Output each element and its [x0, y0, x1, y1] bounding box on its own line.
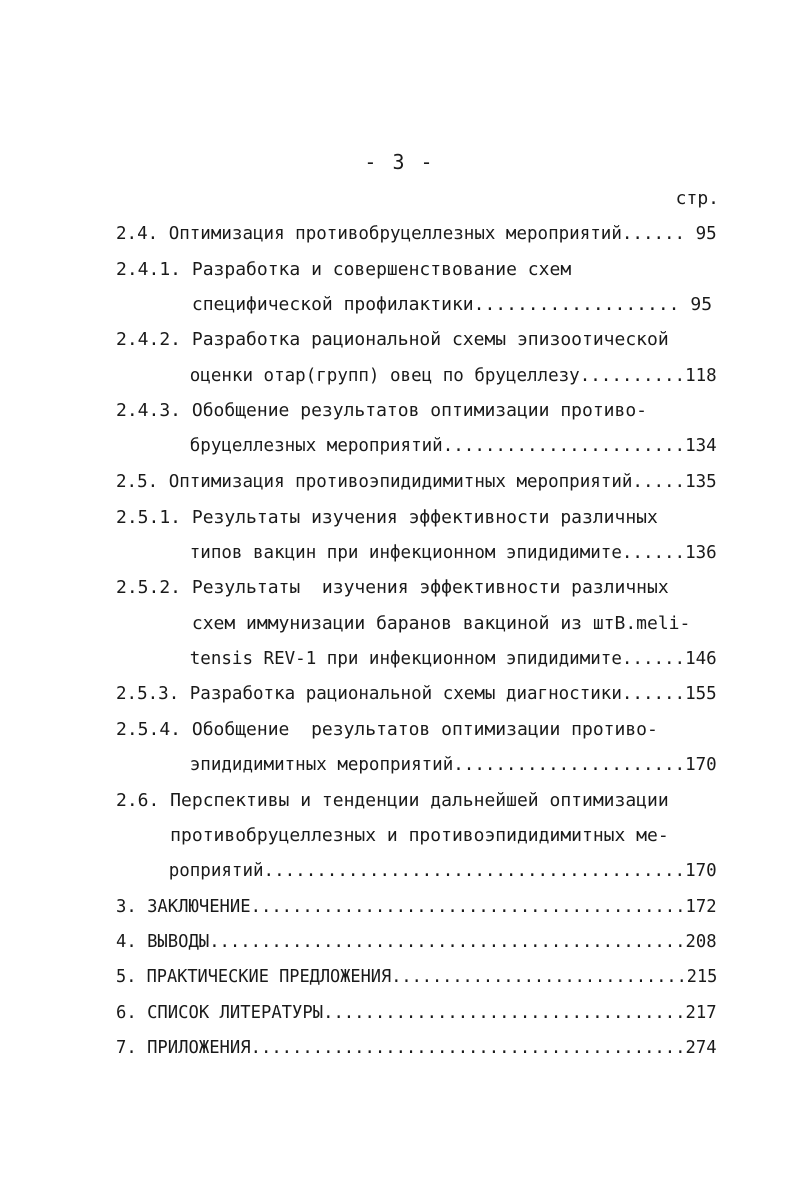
toc-line: 2.6. Перспективы и тенденции дальнейшей оптимизации: [116, 790, 669, 811]
toc-line: 6. СПИСОК ЛИТЕРАТУРЫ...................................217: [116, 1002, 717, 1023]
toc-line: 5. ПРАКТИЧЕСКИЕ ПРЕДЛОЖЕНИЯ.............................215: [116, 966, 718, 987]
toc-line: 2.4.2. Разработка рациональной схемы эпизоотической: [116, 329, 669, 350]
toc-line: 2.5.3. Разработка рациональной схемы диагностики......155: [116, 683, 717, 704]
toc-line: специфической профилактики................... 95: [116, 294, 713, 315]
toc-line: противобруцеллезных и противоэпидидимитных ме-: [116, 825, 669, 846]
toc-line: бруцеллезных мероприятий.......................134: [116, 435, 717, 456]
toc-line: 4. ВЫВОДЫ..............................................208: [116, 931, 717, 952]
toc-line: оценки отар(групп) овец по бруцеллезу..........118: [116, 365, 717, 386]
toc-line: схем иммунизации баранов вакциной из штB.meli-: [116, 613, 691, 634]
toc-line: tensis REV-1 при инфекционном эпидидимите......146: [116, 648, 717, 669]
toc-line: 2.4.1. Разработка и совершенствование схем: [116, 259, 572, 280]
toc-line: 2.5.4. Обобщение результатов оптимизации противо-: [116, 719, 658, 740]
page-number: - 3 -: [364, 150, 435, 174]
toc-line: 2.4.3. Обобщение результатов оптимизации противо-: [116, 400, 648, 421]
toc-line: типов вакцин при инфекционном эпидидимите......136: [116, 542, 717, 563]
page-column-label: стр.: [675, 188, 719, 209]
toc-line: 2.5. Оптимизация противоэпидидимитных мероприятий.....135: [116, 471, 717, 492]
toc-line: 3. ЗАКЛЮЧЕНИЕ..........................................172: [116, 896, 717, 917]
toc-line: роприятий........................................170: [116, 860, 717, 881]
toc-line: 2.5.1. Результаты изучения эффективности различных: [116, 507, 658, 528]
toc-line: 2.4. Оптимизация противобруцеллезных мероприятий...... 95: [116, 223, 717, 244]
toc-line: 7. ПРИЛОЖЕНИЯ..........................................274: [116, 1037, 717, 1058]
toc-line: эпидидимитных мероприятий......................170: [116, 754, 717, 775]
toc-line: 2.5.2. Результаты изучения эффективности различных: [116, 577, 669, 598]
